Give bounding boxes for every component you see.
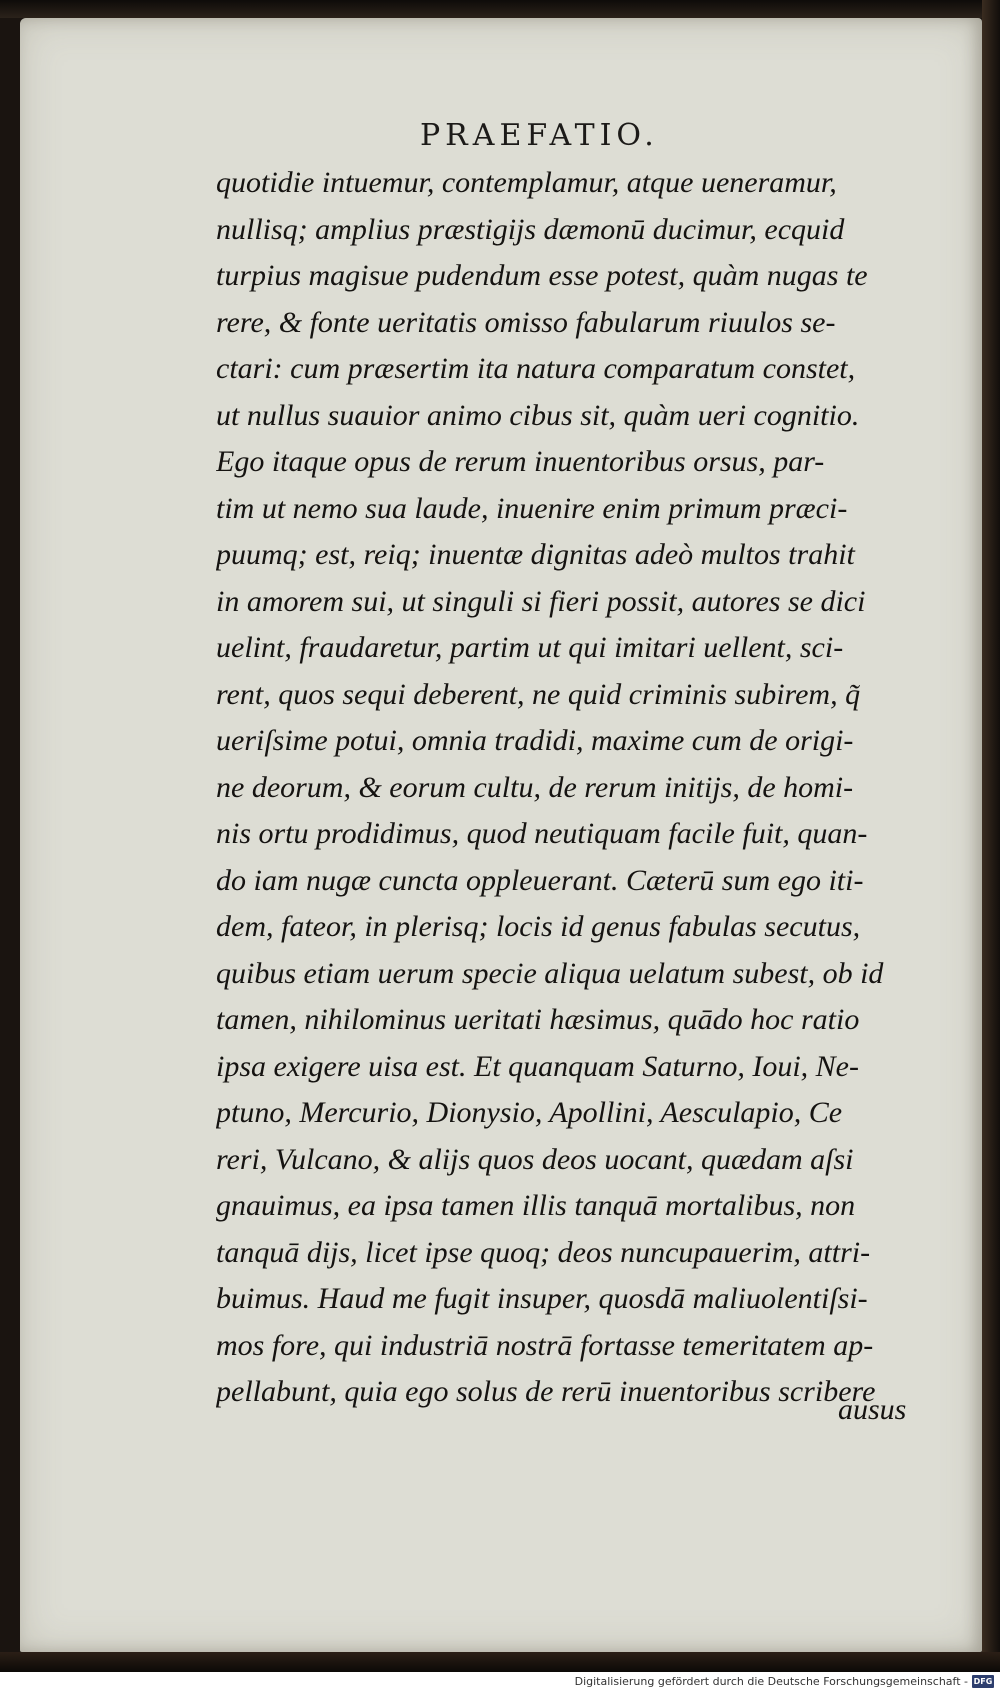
text-line: mos fore, qui industriā nostrā fortasse temeritatem ap- <box>216 1328 874 1362</box>
text-line: dem, fateor, in plerisq; locis id genus fabulas secutus, <box>216 910 861 943</box>
text-line: quotidie intuemur, contemplamur, atque ueneramur, <box>216 166 837 199</box>
text-line: nis ortu prodidimus, quod neutiquam facile fuit, quan- <box>216 817 868 850</box>
text-line: rent, quos sequi deberent, ne quid criminis subirem, q̃ <box>216 677 861 711</box>
text-line: nullisq; amplius præstigijs dæmonū ducimur, ecquid <box>216 212 845 246</box>
text-line: ipsa exigere uisa est. Et quanquam Saturno, Ioui, Ne- <box>216 1049 859 1083</box>
text-line: quibus etiam uerum specie aliqua uelatum subest, ob id <box>216 956 884 990</box>
text-line: uelint, fraudaretur, partim ut qui imitari uellent, sci- <box>216 631 844 664</box>
text-line: ne deorum, & eorum cultu, de rerum initijs, de homi- <box>216 770 854 804</box>
text-line: reri, Vulcano, & alijs quos deos uocant, quædam aſsi <box>216 1142 854 1176</box>
text-line: tamen, nihilominus ueritati hæsimus, quādo hoc ratio <box>216 1003 860 1036</box>
text-line: ctari: cum præsertim ita natura comparatum constet, <box>216 352 856 385</box>
text-line: tim ut nemo sua laude, inuenire enim primum præci- <box>216 491 848 525</box>
text-line: puumq; est, reiq; inuentæ dignitas adeò multos trahit <box>216 538 855 571</box>
running-header: PRAEFATIO. <box>420 118 659 153</box>
text-line: ueriſsime potui, omnia tradidi, maxime cum de origi- <box>216 724 854 757</box>
scan-edge-right <box>982 0 1000 1672</box>
body-text <box>216 160 936 1416</box>
text-line: gnauimus, ea ipsa tamen illis tanquā mortalibus, non <box>216 1189 856 1222</box>
text-line: pellabunt, quia ego solus de rerū inuentoribus scribere <box>216 1375 876 1408</box>
catchword: ausus <box>838 1393 907 1426</box>
text-line: buimus. Haud me fugit insuper, quosdā maliuolentiſsi- <box>216 1282 868 1315</box>
text-line: rere, & fonte ueritatis omisso fabularum riuulos se- <box>216 305 836 339</box>
text-line: turpius magisue pudendum esse potest, quàm nugas te <box>216 259 868 292</box>
book-page <box>20 18 982 1652</box>
scan-edge-top <box>0 0 1000 18</box>
funding-credit: Digitalisierung gefördert durch die Deutsche Forschungsgemeinschaft - <box>574 1675 968 1688</box>
text-line: ut nullus suauior animo cibus sit, quàm ueri cognitio. <box>216 398 860 432</box>
footer-bar <box>0 1672 1000 1692</box>
text-line: tanquā dijs, licet ipse quoq; deos nuncupauerim, attri- <box>216 1235 871 1269</box>
text-line: in amorem sui, ut singuli si fieri possit, autores se dici <box>216 584 866 618</box>
text-line: ptuno, Mercurio, Dionysio, Apollini, Aesculapio, Ce <box>216 1096 843 1129</box>
text-line: do iam nugæ cuncta oppleuerant. Cæterū sum ego iti- <box>216 863 864 897</box>
scan-edge-bottom <box>0 1652 1000 1672</box>
dfg-logo-icon: DFG <box>973 1677 993 1686</box>
text-line: Ego itaque opus de rerum inuentoribus orsus, par- <box>216 445 825 478</box>
